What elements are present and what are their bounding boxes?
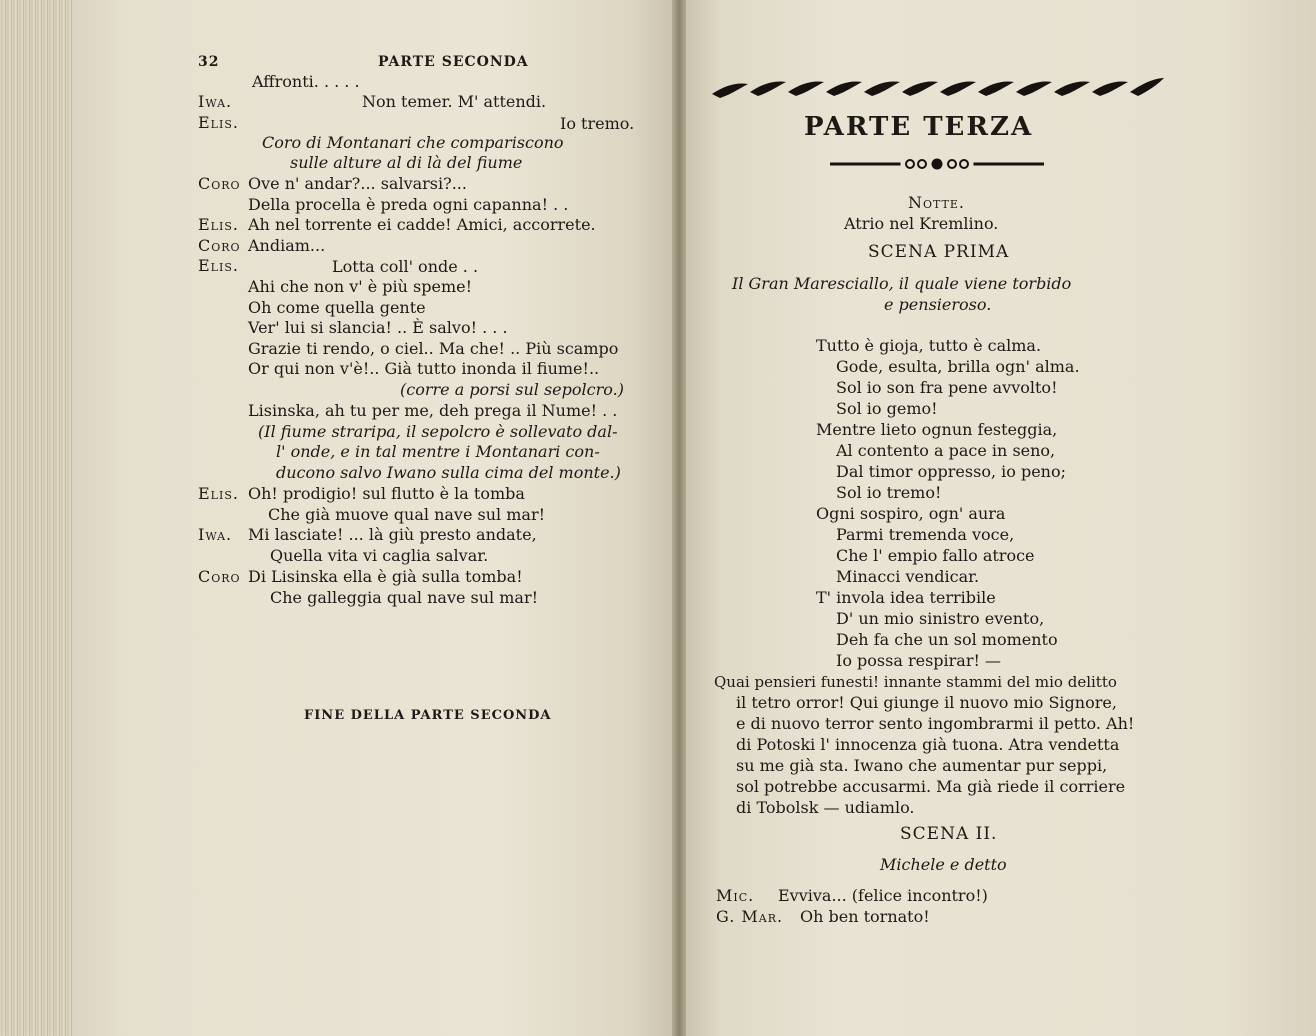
setting-place: Atrio nel Kremlino.: [844, 214, 999, 233]
speaker: Elis.: [198, 484, 239, 503]
prose-line: su me già sta. Iwano che aumentar pur seppi,: [736, 756, 1108, 775]
line-text: Che galleggia qual nave sul mar!: [270, 588, 539, 607]
stage-direction: e pensieroso.: [884, 295, 992, 314]
verse-line: Sol io gemo!: [836, 399, 938, 418]
running-head: PARTE SECONDA: [378, 54, 529, 70]
rule-ornament-icon: [830, 155, 1044, 173]
book-gutter: [672, 0, 686, 1036]
end-of-part: FINE DELLA PARTE SECONDA: [304, 708, 552, 723]
part-title: PARTE TERZA: [804, 112, 1034, 142]
prose-line: di Tobolsk — udiamlo.: [736, 798, 915, 817]
wave-ornament-icon: [710, 72, 1166, 102]
line-text: Ah nel torrente ei cadde! Amici, accorrete.: [248, 215, 596, 234]
speaker: Coro: [198, 567, 241, 586]
verse-line: Che l' empio fallo atroce: [836, 546, 1035, 565]
line-text: Lotta coll' onde . .: [332, 257, 479, 276]
line-text: Che già muove qual nave sul mar!: [268, 505, 546, 524]
verse-line: Dal timor oppresso, io peno;: [836, 462, 1066, 481]
verse-line: Tutto è gioja, tutto è calma.: [816, 336, 1042, 355]
verse-line: Ogni sospiro, ogn' aura: [816, 504, 1006, 523]
verse-line: Mentre lieto ognun festeggia,: [816, 420, 1058, 439]
stage-direction: sulle alture al di là del fiume: [290, 153, 523, 172]
verse-line: Io possa respirar! —: [836, 651, 1001, 670]
page-number: 32: [198, 54, 220, 70]
verse-line: D' un mio sinistro evento,: [836, 609, 1045, 628]
line-text: Evviva... (felice incontro!): [778, 886, 988, 905]
line-text: Ove n' andar?... salvarsi?...: [248, 174, 467, 193]
stage-direction: (Il fiume straripa, il sepolcro è sollevato dal-: [258, 422, 618, 441]
line-text: Ver' lui si slancia! .. È salvo! . . .: [248, 318, 508, 337]
scene-heading: SCENA PRIMA: [868, 242, 1010, 262]
verse-line: Minacci vendicar.: [836, 567, 980, 586]
verse-line: Gode, esulta, brilla ogn' alma.: [836, 357, 1080, 376]
line-text: Io tremo.: [560, 114, 635, 133]
stage-direction: ducono salvo Iwano sulla cima del monte.): [276, 463, 621, 482]
speaker: Iwa.: [198, 92, 233, 111]
verse-line: Parmi tremenda voce,: [836, 525, 1015, 544]
stage-direction: (corre a porsi sul sepolcro.): [400, 380, 624, 399]
page-edges: [0, 0, 79, 1036]
speaker: Coro: [198, 174, 241, 193]
prose-line: Quai pensieri funesti! innante stammi del mio delitto: [714, 673, 1117, 691]
line-text: Lisinska, ah tu per me, deh prega il Nume! . .: [248, 401, 618, 420]
speaker: Coro: [198, 236, 241, 255]
line-text: Oh! prodigio! sul flutto è la tomba: [248, 484, 525, 503]
stage-direction: Il Gran Maresciallo, il quale viene torbido: [732, 274, 1072, 293]
line-text: Ahi che non v' è più speme!: [248, 277, 473, 296]
stage-direction: Michele e detto: [880, 855, 1007, 874]
line-text: Affronti. . . . .: [252, 72, 360, 91]
stage-direction: Coro di Montanari che compariscono: [262, 133, 564, 152]
line-text: Mi lasciate! ... là giù presto andate,: [248, 525, 537, 544]
speaker: Elis.: [198, 215, 239, 234]
prose-line: sol potrebbe accusarmi. Ma già riede il corriere: [736, 777, 1126, 796]
prose-line: il tetro orror! Qui giunge il nuovo mio Signore,: [736, 693, 1117, 712]
prose-line: di Potoski l' innocenza già tuona. Atra vendetta: [736, 735, 1120, 754]
line-text: Oh come quella gente: [248, 298, 426, 317]
line-text: Oh ben tornato!: [800, 907, 930, 926]
verse-line: Sol io son fra pene avvolto!: [836, 378, 1058, 397]
prose-line: e di nuovo terror sento ingombrarmi il petto. Ah!: [736, 714, 1135, 733]
scene-heading: SCENA II.: [900, 824, 998, 844]
speaker: G. Mar.: [716, 907, 784, 926]
speaker: Iwa.: [198, 525, 233, 544]
speaker: Elis.: [198, 256, 239, 275]
line-text: Di Lisinska ella è già sulla tomba!: [248, 567, 523, 586]
verse-line: Sol io tremo!: [836, 483, 942, 502]
line-text: Andiam...: [248, 236, 326, 255]
line-text: Non temer. M' attendi.: [362, 92, 547, 111]
stage-direction: l' onde, e in tal mentre i Montanari con-: [276, 442, 600, 461]
line-text: Grazie ti rendo, o ciel.. Ma che! .. Più scampo: [248, 339, 619, 358]
verse-line: Al contento a pace in seno,: [836, 441, 1056, 460]
speaker: Mic.: [716, 886, 755, 905]
line-text: Or qui non v'è!.. Già tutto inonda il fiume!..: [248, 359, 600, 378]
setting-time: Notte.: [908, 193, 966, 212]
speaker: Elis.: [198, 113, 239, 132]
line-text: Quella vita vi caglia salvar.: [270, 546, 489, 565]
verse-line: Deh fa che un sol momento: [836, 630, 1058, 649]
line-text: Della procella è preda ogni capanna! . .: [248, 195, 569, 214]
verse-line: T' invola idea terribile: [816, 588, 996, 607]
